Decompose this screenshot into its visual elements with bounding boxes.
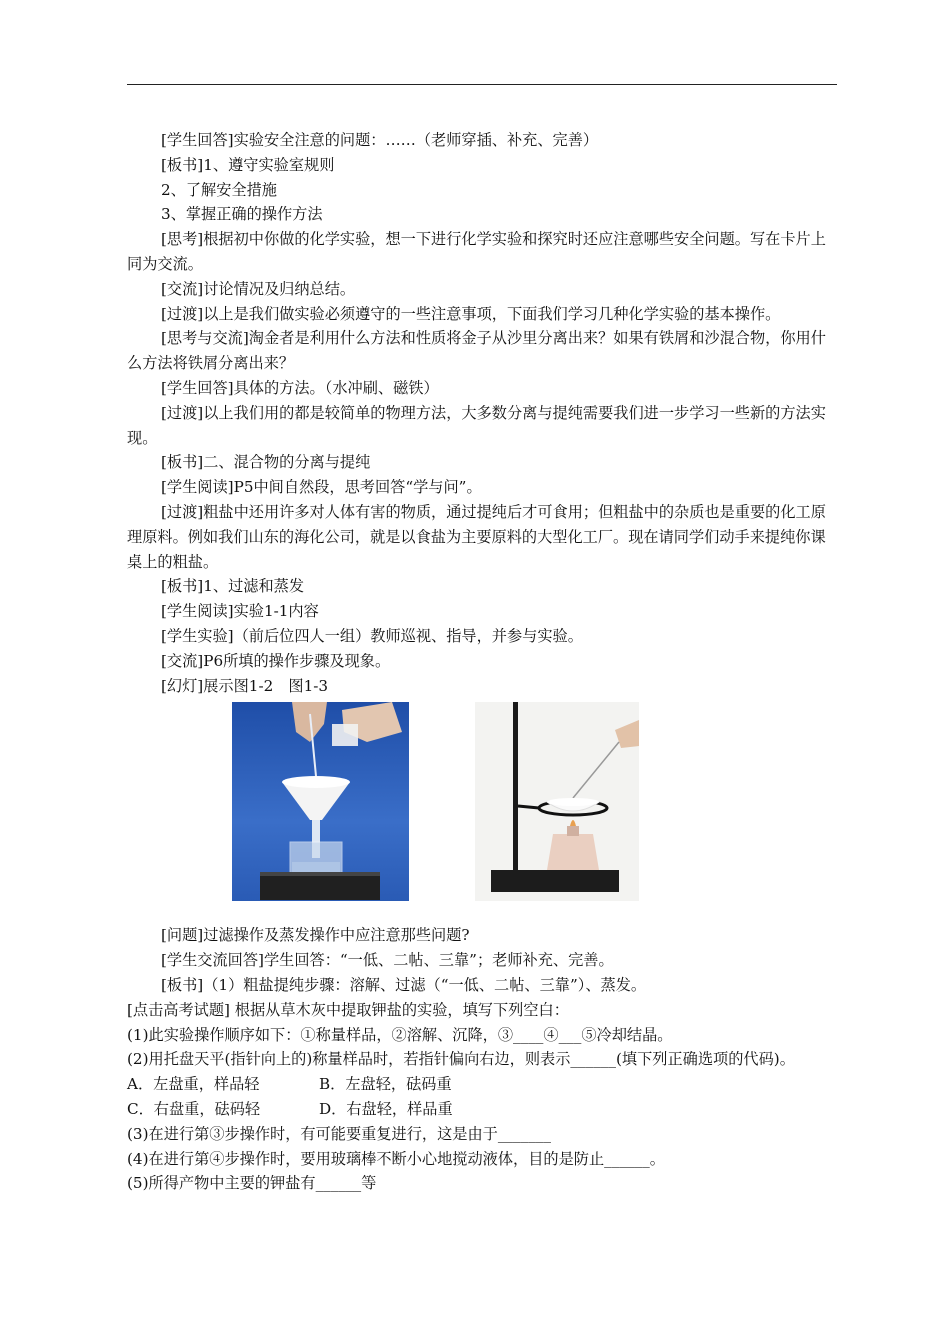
text-line: [过渡]粗盐中还用许多对人体有害的物质，通过提纯后才可食用；但粗盐中的杂质也是重要的化工原理原料。例如我们山东的海化公司，就是以食盐为主要原料的大型化工厂。现在请同学们动手来提纯你课桌上的粗盐。 [127, 502, 826, 571]
option-c: C．右盘重，砝码轻 [127, 1099, 261, 1118]
text-line: [交流]P6所填的操作步骤及现象。 [161, 651, 391, 670]
text-line: [思考]根据初中你做的化学实验，想一下进行化学实验和探究时还应注意哪些安全问题。写在卡片上同为交流。 [127, 230, 826, 273]
exam-question-3: (3)在进行第③步操作时，有可能要重复进行，这是由于_______ [127, 1124, 551, 1143]
exam-question-1: (1)此实验操作顺序如下：①称量样品，②溶解、沉降，③____④___⑤冷却结晶。 [127, 1025, 673, 1044]
exam-question-5: (5)所得产物中主要的钾盐有______等 [127, 1174, 377, 1193]
text-line: [幻灯]展示图1-2 图1-3 [161, 676, 329, 695]
text-line: [学生回答]具体的方法。（水冲刷、磁铁） [161, 378, 439, 397]
text-line: [板书]（1）粗盐提纯步骤：溶解、过滤（“一低、二帖、三靠”）、蒸发。 [161, 975, 647, 994]
exam-question-2: (2)用托盘天平(指针向上的)称量样品时，若指针偏向右边，则表示______(填下列正确选项的代码)。 [127, 1050, 795, 1069]
option-b: B．左盘轻，砝码重 [319, 1075, 452, 1094]
text-line: [学生交流回答]学生回答：“一低、二帖、三靠”；老师补充、完善。 [161, 951, 614, 970]
text-line: [学生阅读]P5中间自然段，思考回答“学与问”。 [161, 478, 482, 497]
option-d: D．右盘轻，样品重 [319, 1099, 453, 1118]
document-body [127, 128, 839, 1196]
header-rule [127, 84, 837, 85]
text-line: [学生阅读]实验1-1内容 [161, 602, 319, 621]
figures-row [127, 698, 839, 923]
text-line: [学生实验]（前后位四人一组）教师巡视、指导，并参与实验。 [161, 626, 583, 645]
text-line: [过渡]以上是我们做实验必须遵守的一些注意事项，下面我们学习几种化学实验的基本操作。 [161, 304, 781, 323]
text-line: [学生回答]实验安全注意的问题：……（老师穿插、补充、完善） [161, 131, 599, 149]
options-row-1 [127, 1072, 839, 1097]
text-line: [思考与交流]淘金者是利用什么方法和性质将金子从沙里分离出来？如果有铁屑和沙混合物，你用什么方法将铁屑分离出来？ [127, 329, 826, 373]
text-line: [板书]二、混合物的分离与提纯 [161, 453, 371, 472]
option-a: A．左盘重，样品轻 [127, 1075, 260, 1094]
text-line: 2、了解安全措施 [161, 180, 277, 199]
text-line: [板书]1、遵守实验室规则 [161, 155, 335, 174]
exam-intro: [点击高考试题] 根据从草木灰中提取钾盐的实验，填写下列空白： [127, 1000, 569, 1019]
text-line: [交流]讨论情况及归纳总结。 [161, 279, 356, 298]
text-line: 3、掌握正确的操作方法 [161, 205, 323, 224]
text-line: [过渡]以上我们用的都是较简单的物理方法，大多数分离与提纯需要我们进一步学习一些新的方法实现。 [127, 403, 826, 447]
text-line: [问题]过滤操作及蒸发操作中应注意那些问题? [161, 926, 470, 945]
text-line: [板书]1、过滤和蒸发 [161, 577, 305, 596]
options-row-2 [127, 1097, 839, 1122]
filtration-photo [232, 702, 409, 901]
exam-question-4: (4)在进行第④步操作时，要用玻璃棒不断小心地搅动液体，目的是防止______。 [127, 1149, 665, 1168]
evaporation-photo [475, 702, 639, 901]
